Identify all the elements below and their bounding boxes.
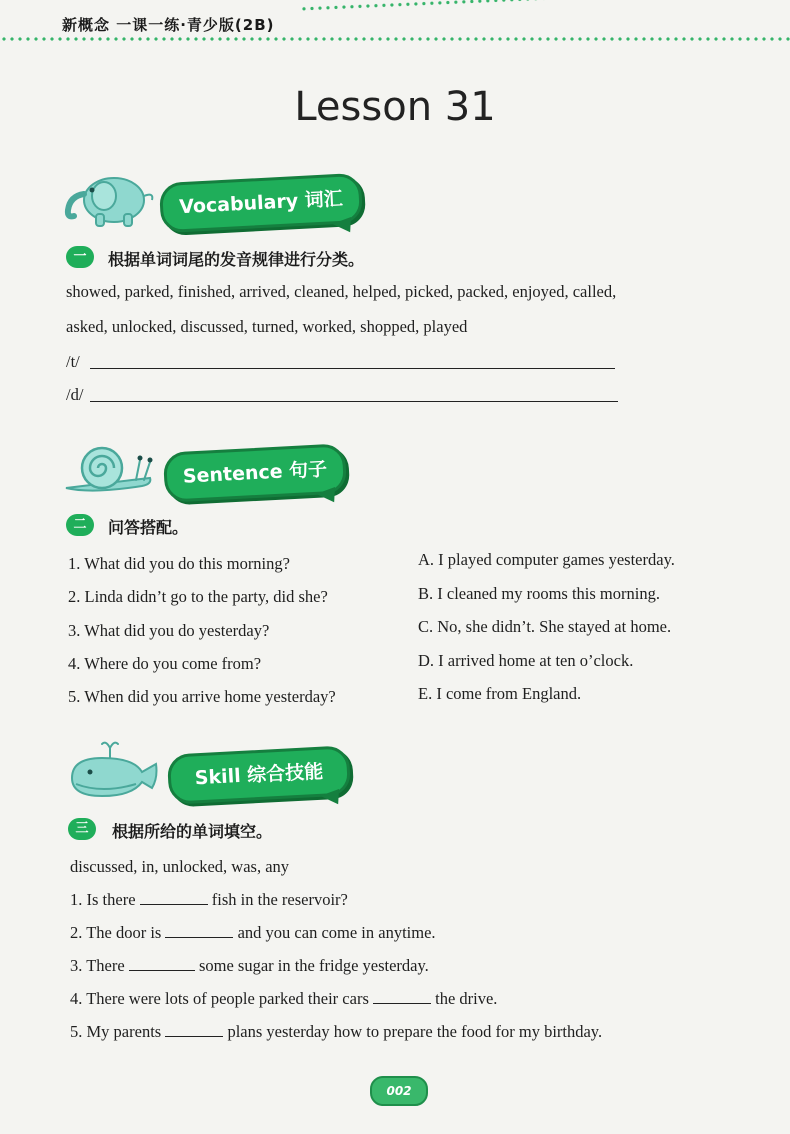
- fill-item-4-prefix: 4. There were lots of people parked their cars: [70, 989, 369, 1008]
- question-4: 4. Where do you come from?: [68, 654, 262, 673]
- fill-item-2-suffix: and you can come in anytime.: [237, 923, 436, 942]
- question-3: 3. What did you do yesterday?: [68, 621, 270, 640]
- fill-item-4-blank[interactable]: [373, 989, 431, 1004]
- fill-item-1-blank[interactable]: [140, 890, 208, 905]
- section-badge-1: 一: [66, 246, 94, 268]
- fill-item-4-suffix: the drive.: [435, 989, 498, 1008]
- fill-item-2-blank[interactable]: [165, 923, 233, 938]
- answer-d: D. I arrived home at ten o’clock.: [418, 651, 634, 670]
- fill-item-1-suffix: fish in the reservoir?: [211, 890, 348, 909]
- page-header: [0, 0, 790, 46]
- word-bank: discussed, in, unlocked, was, any: [70, 857, 290, 876]
- question-2: 2. Linda didn’t go to the party, did she?: [68, 587, 328, 606]
- sound-d-label: /d/: [66, 385, 84, 404]
- sound-t-label: /t/: [66, 352, 80, 371]
- answer-e: E. I come from England.: [418, 684, 582, 703]
- fill-item-1-prefix: 1. Is there: [70, 890, 136, 909]
- word-list-line-2: asked, unlocked, discussed, turned, worked, shopped, played: [66, 317, 468, 336]
- fill-item-2-prefix: 2. The door is: [70, 923, 162, 942]
- section-badge-3: 三: [68, 818, 96, 840]
- fill-item-3-prefix: 3. There: [70, 956, 125, 975]
- answer-c: C. No, she didn’t. She stayed at home.: [418, 617, 672, 636]
- header-dotted-line: [0, 36, 790, 42]
- fill-item-1: [70, 890, 348, 910]
- answer-a: A. I played computer games yesterday.: [418, 550, 675, 569]
- fill-item-5: [70, 1022, 602, 1042]
- question-5: 5. When did you arrive home yesterday?: [68, 687, 336, 706]
- fill-item-3: [70, 956, 429, 976]
- lesson-title: Lesson 31: [294, 84, 496, 130]
- question-1: 1. What did you do this morning?: [68, 554, 290, 573]
- fill-item-5-suffix: plans yesterday how to prepare the food for my birthday.: [227, 1022, 603, 1041]
- sentence-instruction: 问答搭配。: [108, 518, 189, 537]
- sound-d-answer-line[interactable]: [90, 401, 618, 402]
- vocabulary-banner: Vocabulary 词汇: [159, 173, 363, 234]
- sentence-banner: Sentence 句子: [163, 443, 347, 502]
- fill-item-4: [70, 989, 497, 1009]
- sound-t-answer-line[interactable]: [90, 368, 615, 369]
- section-badge-2: 二: [66, 514, 94, 536]
- fill-item-3-suffix: some sugar in the fridge yesterday.: [198, 956, 429, 975]
- header-title: 新概念 一课一练·青少版(2B): [62, 16, 275, 34]
- word-list-line-1: showed, parked, finished, arrived, cleaned, helped, picked, packed, enjoyed, called,: [66, 282, 617, 301]
- fill-item-2: [70, 923, 436, 943]
- elephant-icon: [62, 170, 158, 230]
- skill-instruction: 根据所给的单词填空。: [112, 822, 273, 841]
- skill-banner: Skill 综合技能: [167, 745, 351, 804]
- fill-item-5-prefix: 5. My parents: [70, 1022, 162, 1041]
- answer-b: B. I cleaned my rooms this morning.: [418, 584, 660, 603]
- header-dotted-line-top: [300, 0, 790, 12]
- vocabulary-instruction: 根据单词词尾的发音规律进行分类。: [108, 250, 365, 269]
- page-number: 002: [370, 1076, 428, 1106]
- snail-icon: [62, 440, 158, 496]
- fill-item-5-blank[interactable]: [165, 1022, 223, 1037]
- fill-item-3-blank[interactable]: [129, 956, 195, 971]
- whale-icon: [62, 738, 162, 800]
